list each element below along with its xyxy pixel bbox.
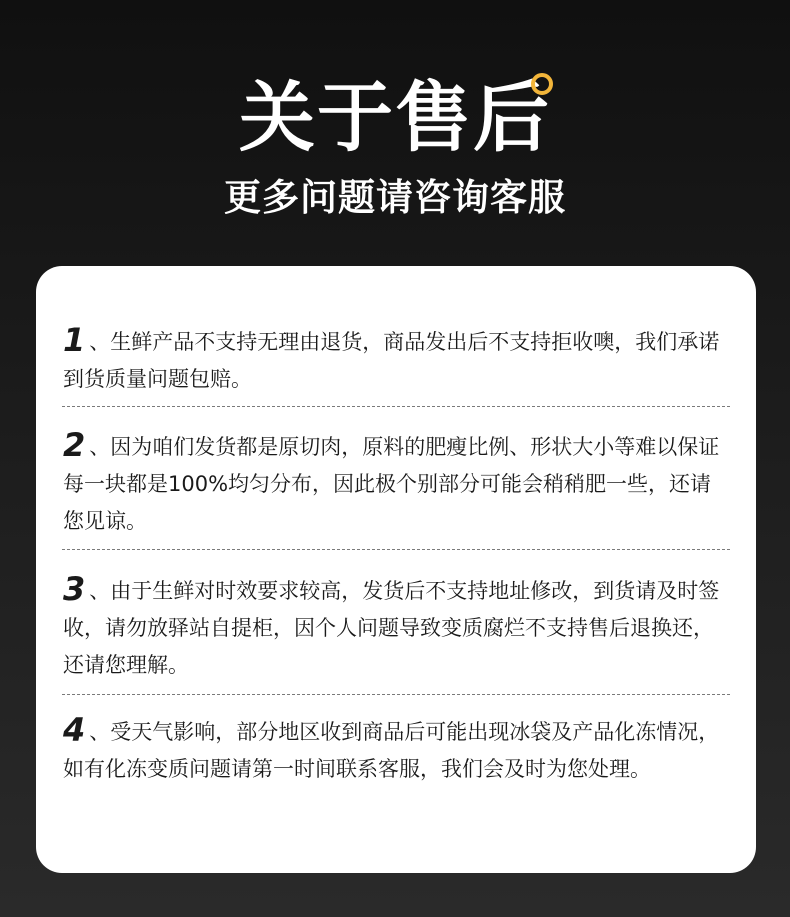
item-number: 2 (63, 426, 86, 464)
list-item (63, 322, 731, 398)
item-number: 3 (63, 570, 86, 608)
list-item (63, 712, 731, 788)
divider (62, 549, 730, 550)
page-title: 关于售后 (239, 73, 551, 162)
divider (62, 406, 730, 407)
item-text: 、由于生鲜对时效要求较高，发货后不支持地址修改，到货请及时签收，请勿放驿站自提柜，因个人问题导致变质腐烂不支持售后退换还，还请您理解。 (63, 579, 720, 677)
item-number: 1 (63, 321, 86, 359)
item-text: 、受天气影响，部分地区收到商品后可能出现冰袋及产品化冻情况，如有化冻变质问题请第一时间联系客服，我们会及时为您处理。 (63, 720, 720, 781)
item-text: 、因为咱们发货都是原切肉，原料的肥瘦比例、形状大小等难以保证每一块都是100%均匀分布，因此极个别部分可能会稍稍肥一些，还请您见谅。 (63, 435, 720, 533)
divider (62, 694, 730, 695)
list-item (63, 571, 731, 684)
item-text: 、生鲜产品不支持无理由退货，商品发出后不支持拒收噢，我们承诺到货质量问题包赔。 (63, 330, 720, 391)
after-sales-card (36, 266, 756, 873)
header (0, 0, 790, 260)
ring-ornament-icon (531, 73, 553, 95)
list-item (63, 427, 731, 540)
item-number: 4 (63, 711, 86, 749)
page-subtitle: 更多问题请咨询客服 (224, 176, 566, 219)
